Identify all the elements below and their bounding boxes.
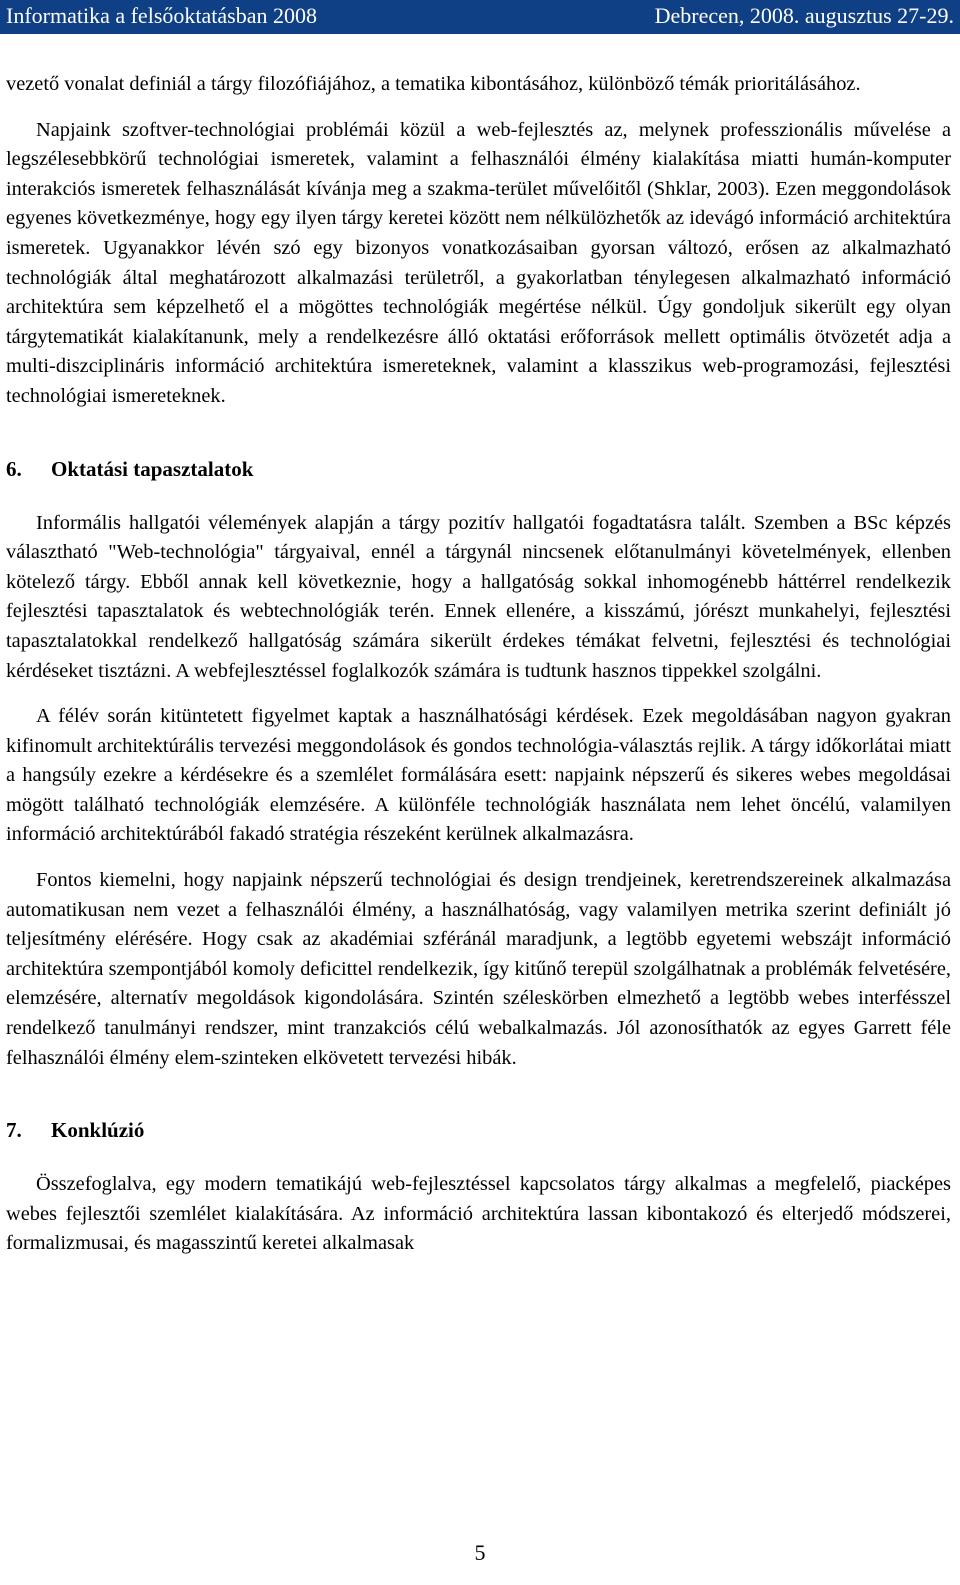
paragraph: Fontos kiemelni, hogy napjaink népszerű technológiai és design trendjeinek, keretrendszereinek alkalmazása automatikusan nem vezet a felhasználói élmény, a használhatóság, vagy valamilyen metrika szerint definiált jó teljesítmény elérésére. Hogy csak az akadémiai szféránál maradjunk, a legtöbb egyetemi webszájt információ architektúra szempontjából komoly deficittel rendelkezik, így kitűnő terepül szolgálhatnak a problémák felvetésére, elemzésére, alternatív megoldások kigondolására. Szintén széleskörben elmezhető a legtöbb webes interfésszel rendelkező tanulmányi rendszer, mint tranzakciós célú webalkalmazás. Jól azonosíthatók az egyes Garrett féle felhasználói élmény elem-szinteken elkövetett tervezési hibák.	[6, 869, 951, 1069]
paragraph: Összefoglalva, egy modern tematikájú web-fejlesztéssel kapcsolatos tárgy alkalmas a megfelelő, piacképes webes fejlesztői szemlélet kialakítására. Az információ architektúra lassan kibontakozó és elterjedő módszerei, formalizmusai, és magasszintű keretei alkalmasak	[6, 1173, 951, 1255]
header-conference-title: Informatika a felsőoktatásban 2008	[6, 3, 317, 28]
paragraph: A félév során kitüntetett figyelmet kaptak a használhatósági kérdések. Ezek megoldásában nagyon gyakran kifinomult architektúrális tervezési meggondolások és gondos technológia-választás rejlik. A tárgy időkorlátai miatt a hangsúly ezekre a kérdésekre és a szemlélet formálására esett: napjaink népszerű és sikeres webes megoldásai mögött található technológiák elemzésére. A különféle technológiák használata nem lehet öncélú, valamilyen információ architektúrából fakadó stratégia részeként kerülnek alkalmazásra.	[6, 705, 951, 846]
document-body	[6, 70, 951, 1259]
paragraph: Informális hallgatói vélemények alapján a tárgy pozitív hallgatói fogadtatásra talált. Szemben a BSc képzés választható "Web-technológia" tárgyaival, ennél a tárgynál nincsenek előtanulmányi követelmények, ellenben kötelező tárgy. Ebből annak kell következnie, hogy a hallgatóság sokkal inhomogénebb háttérrel rendelkezik fejlesztési tapasztalatok és webtechnológiák terén. Ennek ellenére, a kisszámú, jórészt munkahelyi, fejlesztési tapasztalatokkal rendelkező hallgatóság számára sikerült érdekes témákat felvetni, fejlesztési és technológiai kérdéseket tisztázni. A webfejlesztéssel foglalkozók számára is tudtunk hasznos tippekkel szolgálni.	[6, 511, 951, 682]
running-header	[0, 0, 960, 34]
page-number: 5	[474, 1540, 486, 1565]
section-heading-7	[6, 1115, 951, 1145]
section-number: 7.	[6, 1118, 22, 1143]
paragraph-continued: vezető vonalat definiál a tárgy filozófiájához, a tematika kibontásához, különböző témák prioritálásához.	[6, 73, 861, 95]
section-title: Konklúzió	[51, 1118, 145, 1143]
paragraph: Napjaink szoftver-technológiai problémái közül a web-fejlesztés az, melynek professzionális művelése a legszélesebbkörű technológiai ismeretek, valamint a felhasználói élmény kialakítása miatti humán-komputer interakciós ismeretek felhasználását kívánja meg a szakma-terület művelőitől (Shklar, 2003). Ezen meggondolások egyenes következménye, hogy egy ilyen tárgy keretei között nem nélkülözhetők az idevágó információ architektúra ismeretek. Ugyanakkor lévén szó egy bizonyos vonatkozásaiban gyorsan változó, erősen az alkalmazható technológiák által meghatározott alkalmazási területről, a gyakorlatban ténylegesen alkalmazható információ architektúra sem képzelhető el a mögöttes technológiák megértése nélkül. Úgy gondoljuk sikerült egy olyan tárgytematikát kialakítanunk, mely a rendelkezésre álló oktatási erőforrások mellett optimális ötvözetét adja a multi-diszciplináris információ architektúra ismereteknek, valamint a klasszikus web-programozási, fejlesztési technológiai ismereteknek.	[6, 118, 951, 407]
section-heading-6	[6, 454, 951, 484]
section-number: 6.	[6, 456, 22, 481]
header-date-location: Debrecen, 2008. augusztus 27-29.	[654, 3, 954, 28]
section-title: Oktatási tapasztalatok	[51, 456, 254, 481]
